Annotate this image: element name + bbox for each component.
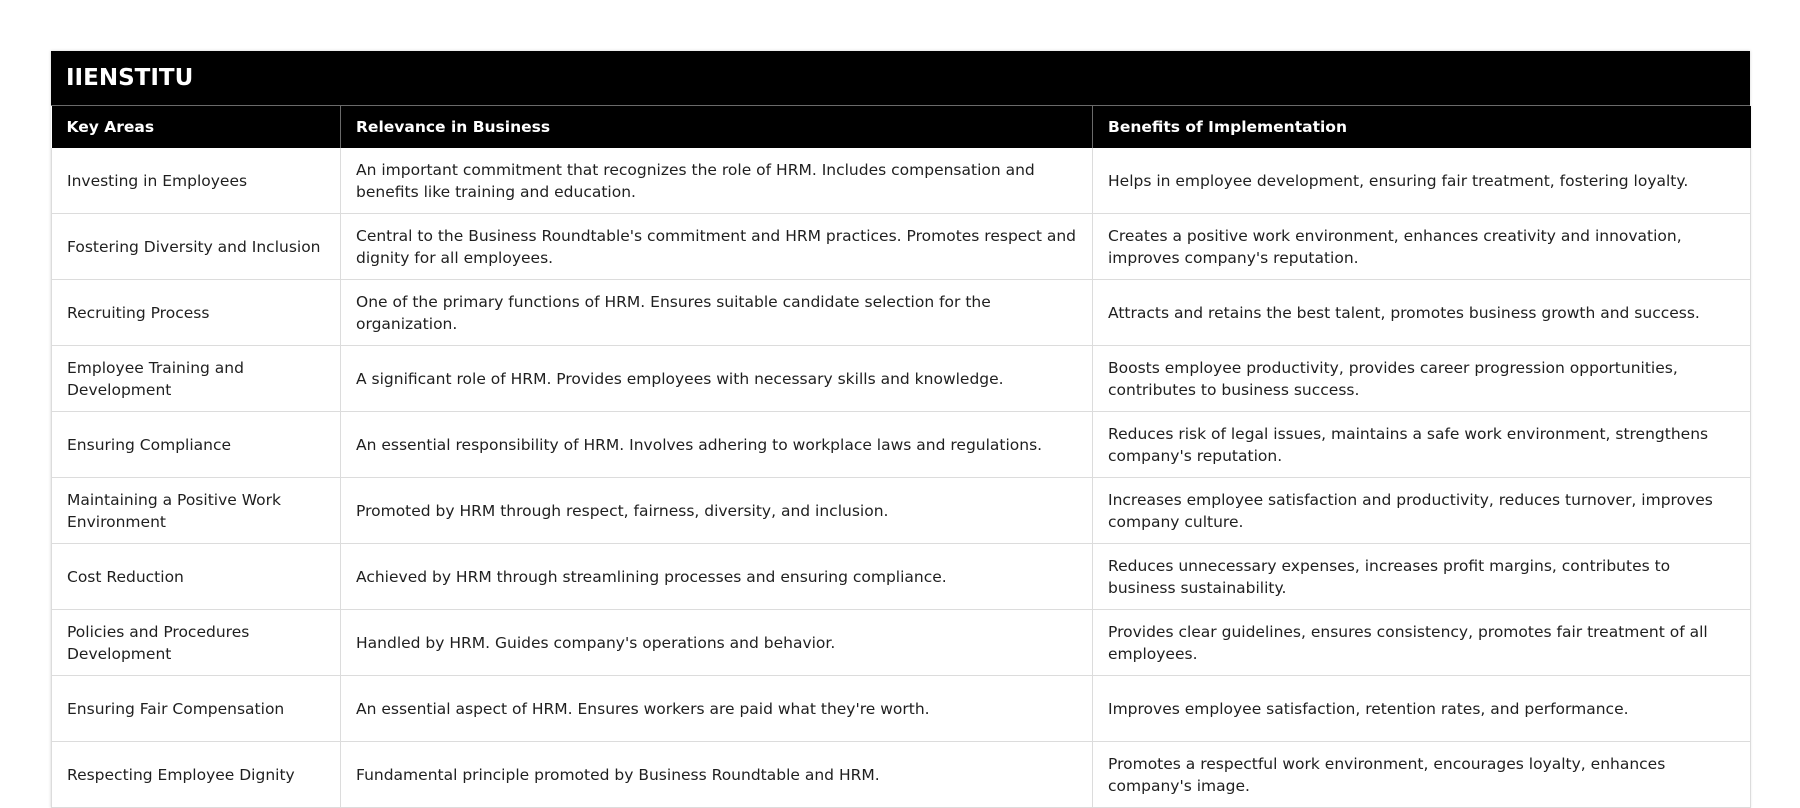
cell-relevance: A significant role of HRM. Provides employees with necessary skills and knowledge. bbox=[341, 346, 1093, 412]
cell-benefits: Reduces risk of legal issues, maintains a safe work environment, strengthens company's reputation. bbox=[1093, 412, 1751, 478]
cell-key-area: Cost Reduction bbox=[52, 544, 341, 610]
cell-benefits: Promotes a respectful work environment, encourages loyalty, enhances company's image. bbox=[1093, 742, 1751, 808]
cell-benefits: Attracts and retains the best talent, promotes business growth and success. bbox=[1093, 280, 1751, 346]
table-row bbox=[52, 676, 1751, 742]
data-table bbox=[51, 106, 1751, 808]
table-row bbox=[52, 280, 1751, 346]
cell-relevance: Fundamental principle promoted by Business Roundtable and HRM. bbox=[341, 742, 1093, 808]
cell-relevance: Promoted by HRM through respect, fairness, diversity, and inclusion. bbox=[341, 478, 1093, 544]
table-row bbox=[52, 214, 1751, 280]
table-card bbox=[51, 51, 1750, 808]
cell-benefits: Improves employee satisfaction, retention rates, and performance. bbox=[1093, 676, 1751, 742]
cell-relevance: One of the primary functions of HRM. Ensures suitable candidate selection for the organization. bbox=[341, 280, 1093, 346]
table-row bbox=[52, 544, 1751, 610]
cell-key-area: Maintaining a Positive Work Environment bbox=[52, 478, 341, 544]
cell-relevance: An important commitment that recognizes the role of HRM. Includes compensation and benefits like training and education. bbox=[341, 148, 1093, 214]
cell-key-area: Investing in Employees bbox=[52, 148, 341, 214]
cell-key-area: Ensuring Compliance bbox=[52, 412, 341, 478]
table-row bbox=[52, 742, 1751, 808]
column-header-benefits: Benefits of Implementation bbox=[1093, 106, 1751, 148]
cell-key-area: Respecting Employee Dignity bbox=[52, 742, 341, 808]
cell-benefits: Creates a positive work environment, enhances creativity and innovation, improves company's reputation. bbox=[1093, 214, 1751, 280]
cell-benefits: Reduces unnecessary expenses, increases profit margins, contributes to business sustainability. bbox=[1093, 544, 1751, 610]
cell-benefits: Helps in employee development, ensuring fair treatment, fostering loyalty. bbox=[1093, 148, 1751, 214]
table-row bbox=[52, 148, 1751, 214]
table-row bbox=[52, 346, 1751, 412]
cell-relevance: Handled by HRM. Guides company's operations and behavior. bbox=[341, 610, 1093, 676]
cell-relevance: An essential aspect of HRM. Ensures workers are paid what they're worth. bbox=[341, 676, 1093, 742]
cell-benefits: Provides clear guidelines, ensures consistency, promotes fair treatment of all employees. bbox=[1093, 610, 1751, 676]
column-header-key-areas: Key Areas bbox=[52, 106, 341, 148]
cell-benefits: Boosts employee productivity, provides career progression opportunities, contributes to business success. bbox=[1093, 346, 1751, 412]
table-row bbox=[52, 610, 1751, 676]
cell-relevance: Achieved by HRM through streamlining processes and ensuring compliance. bbox=[341, 544, 1093, 610]
cell-key-area: Fostering Diversity and Inclusion bbox=[52, 214, 341, 280]
cell-key-area: Employee Training and Development bbox=[52, 346, 341, 412]
table-row bbox=[52, 478, 1751, 544]
header-row bbox=[52, 106, 1751, 148]
cell-key-area: Recruiting Process bbox=[52, 280, 341, 346]
brand-title: IIENSTITU bbox=[51, 51, 1750, 106]
cell-benefits: Increases employee satisfaction and productivity, reduces turnover, improves company culture. bbox=[1093, 478, 1751, 544]
cell-key-area: Policies and Procedures Development bbox=[52, 610, 341, 676]
cell-relevance: An essential responsibility of HRM. Involves adhering to workplace laws and regulations. bbox=[341, 412, 1093, 478]
cell-relevance: Central to the Business Roundtable's commitment and HRM practices. Promotes respect and dignity for all employees. bbox=[341, 214, 1093, 280]
cell-key-area: Ensuring Fair Compensation bbox=[52, 676, 341, 742]
column-header-relevance: Relevance in Business bbox=[341, 106, 1093, 148]
table-row bbox=[52, 412, 1751, 478]
